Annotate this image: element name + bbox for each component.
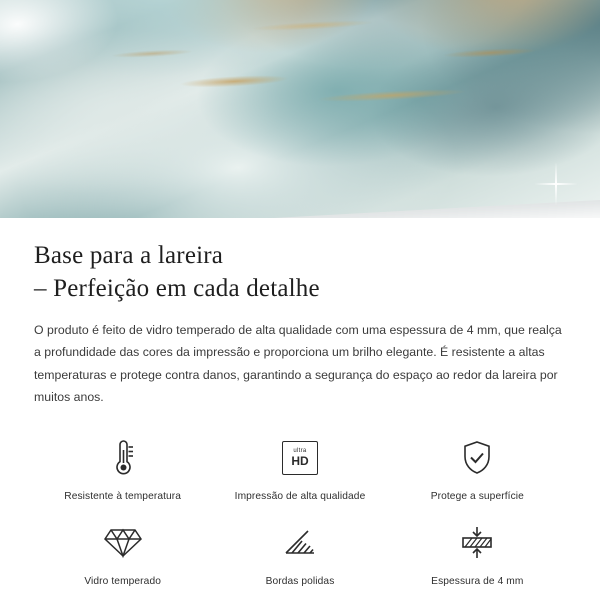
hero-image [0,0,600,218]
marble-artwork [0,0,600,218]
diamond-icon [103,520,143,566]
feature-grid [34,435,566,587]
ultra-hd-badge-top: ultra [293,448,307,454]
feature-label: Impressão de alta qualidade [234,490,366,502]
feature-label: Bordas polidas [265,575,335,587]
feature-label: Protege a superfície [430,490,524,502]
feature-label: Resistente à temperatura [64,490,182,502]
body-copy: O produto é feito de vidro temperado de alta qualidade com uma espessura de 4 mm, que realça a profundidade das cores da impressão e proporciona um brilho elegante. É resistente a altas temperaturas e protege contra danos, garantindo a segurança do espaço ao redor da lareira por muitos anos. [34,323,562,405]
content-section [0,218,600,587]
glass-panel [0,0,600,218]
thermometer-icon [106,435,140,481]
feature-item-thickness [389,520,566,587]
feature-item-temperature [34,435,211,502]
feature-label: Espessura de 4 mm [431,575,524,587]
feature-item-surface-protection [389,435,566,502]
feature-label: Vidro temperado [84,575,161,587]
feature-item-polished-edges [211,520,388,587]
polished-edges-icon [280,520,320,566]
ultra-hd-icon [282,435,318,481]
feature-item-print-quality [211,435,388,502]
headline-line-1: Base para a lareira [34,242,224,269]
ultra-hd-badge-bottom: HD [291,454,309,468]
page-title [34,240,566,305]
thickness-icon [455,520,499,566]
shield-check-icon [458,435,496,481]
feature-item-tempered-glass [34,520,211,587]
headline-line-2: – Perfeição em cada detalhe [34,274,320,302]
